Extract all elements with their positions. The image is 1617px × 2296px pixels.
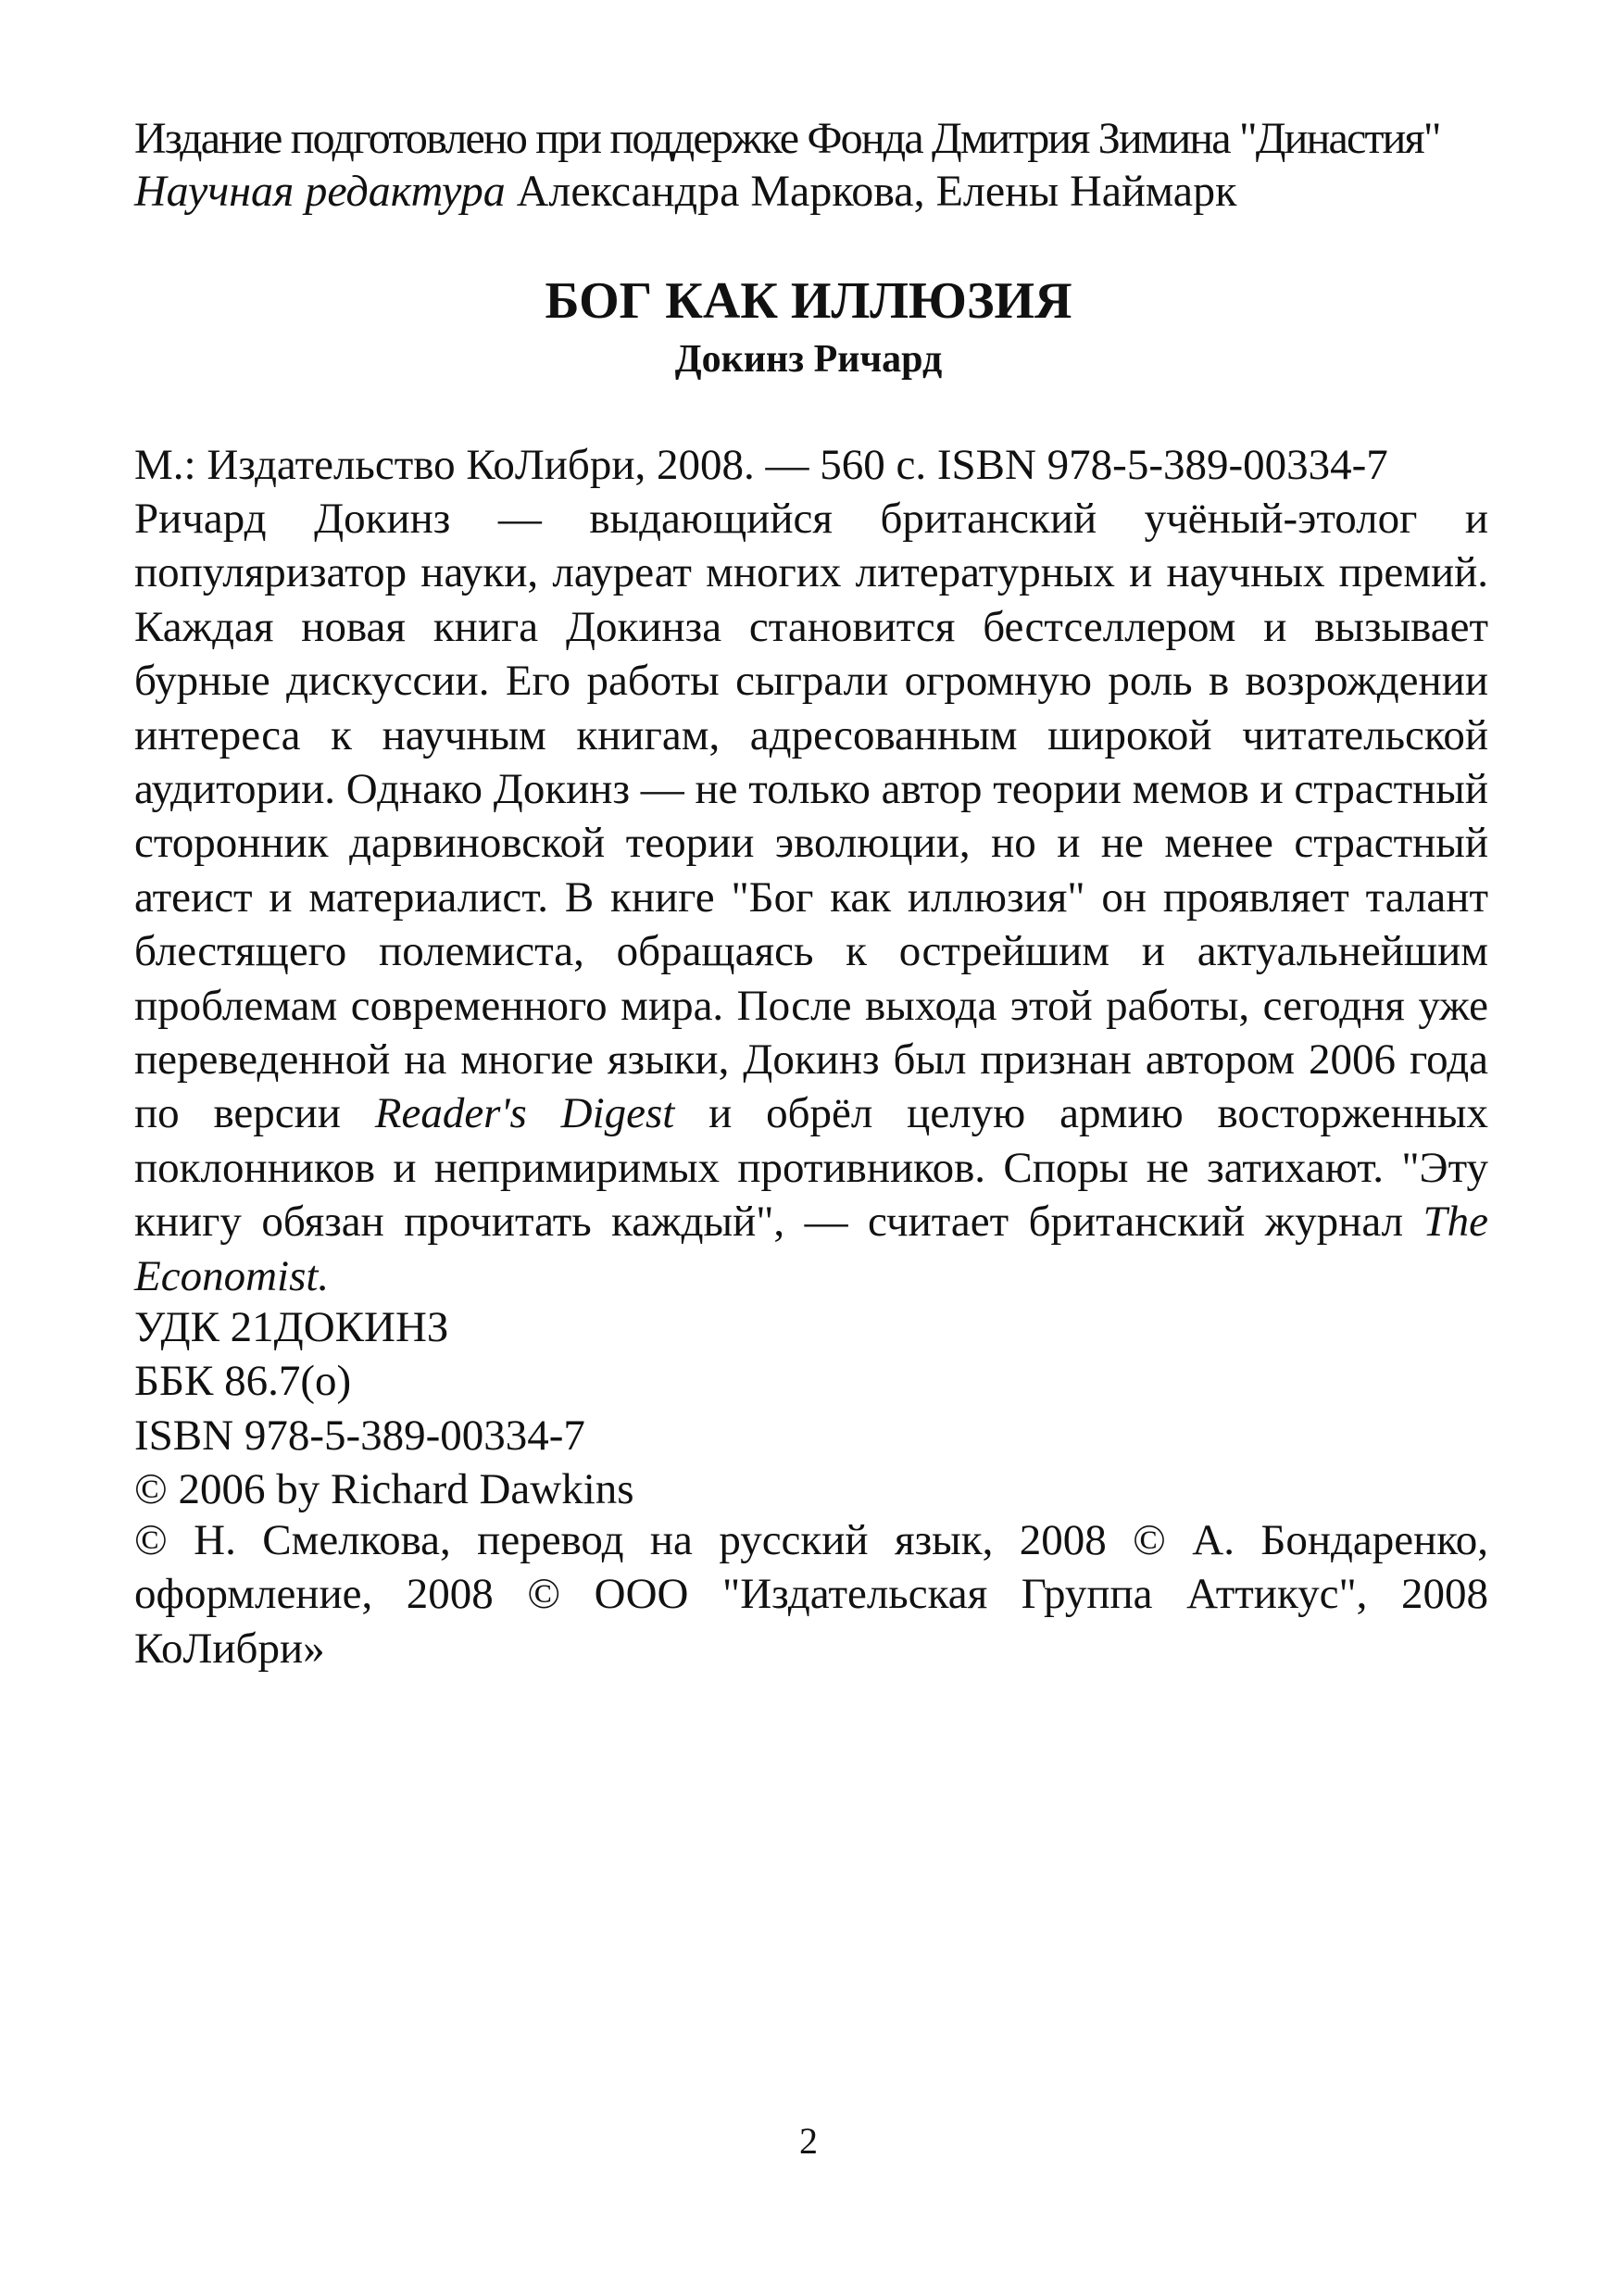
annotation-paragraph — [134, 492, 1488, 1303]
copyright-translation: © Н. Смелкова, перевод на русский язык, 2008 © А. Бондаренко, оформление, 2008 © ООО "Издательская Группа Аттикус", 2008 КоЛибри» — [134, 1516, 1488, 1673]
readers-digest-title: Reader's Digest — [374, 1089, 675, 1138]
editors-line — [134, 164, 1488, 220]
annotation-text-1: Ричард Докинз — выдающийся британский учёный-этолог и популяризатор науки, лауреат многих литературных и научных премий. Каждая новая книга Докинза становится бестселлером и вызывает бурные дискуссии. Его работы сыграли огромную роль в возрождении интереса к научным книгам, адресованным широкой читательской аудитории. Однако Докинз — не только автор теории мемов и страстный сторонник дарвиновской теории эволюции, но и не менее страстный атеист и материалист. В книге "Бог как иллюзия" он проявляет талант блестящего полемиста, обращаясь к острейшим и актуальнейшим проблемам современного мира. После выхода этой работы, сегодня уже переведенной на многие языки, Докинз был признан автором 2006 года по версии — [134, 495, 1488, 1138]
isbn: ISBN 978-5-389-00334-7 — [134, 1411, 585, 1460]
publication-info: М.: Издательство КоЛибри, 2008. — 560 с. ISBN 978-5-389-00334-7 — [134, 441, 1388, 489]
editors-names: Александра Маркова, Елены Наймарк — [505, 167, 1237, 216]
economist-title: The Economist. — [134, 1198, 1488, 1300]
book-title: БОГ КАК ИЛЛЮЗИЯ — [545, 272, 1072, 330]
page-number: 2 — [799, 2120, 818, 2162]
book-author: Докинз Ричард — [674, 338, 943, 381]
copyright-original: © 2006 by Richard Dawkins — [134, 1465, 634, 1514]
support-line: Издание подготовлено при поддержке Фонда Дмитрия Зимина "Династия" — [134, 114, 1440, 163]
annotation-text-2: и обрёл целую армию восторженных поклонников и непримиримых противников. Споры не затихают. "Эту книгу обязан прочитать каждый", — считает британский журнал — [134, 1089, 1488, 1247]
bbk-code: ББК 86.7(о) — [134, 1357, 352, 1406]
udk-code: УДК 21ДОКИНЗ — [134, 1303, 449, 1351]
catalog-info — [134, 1300, 1488, 1517]
editors-label: Научная редактура — [134, 167, 506, 216]
